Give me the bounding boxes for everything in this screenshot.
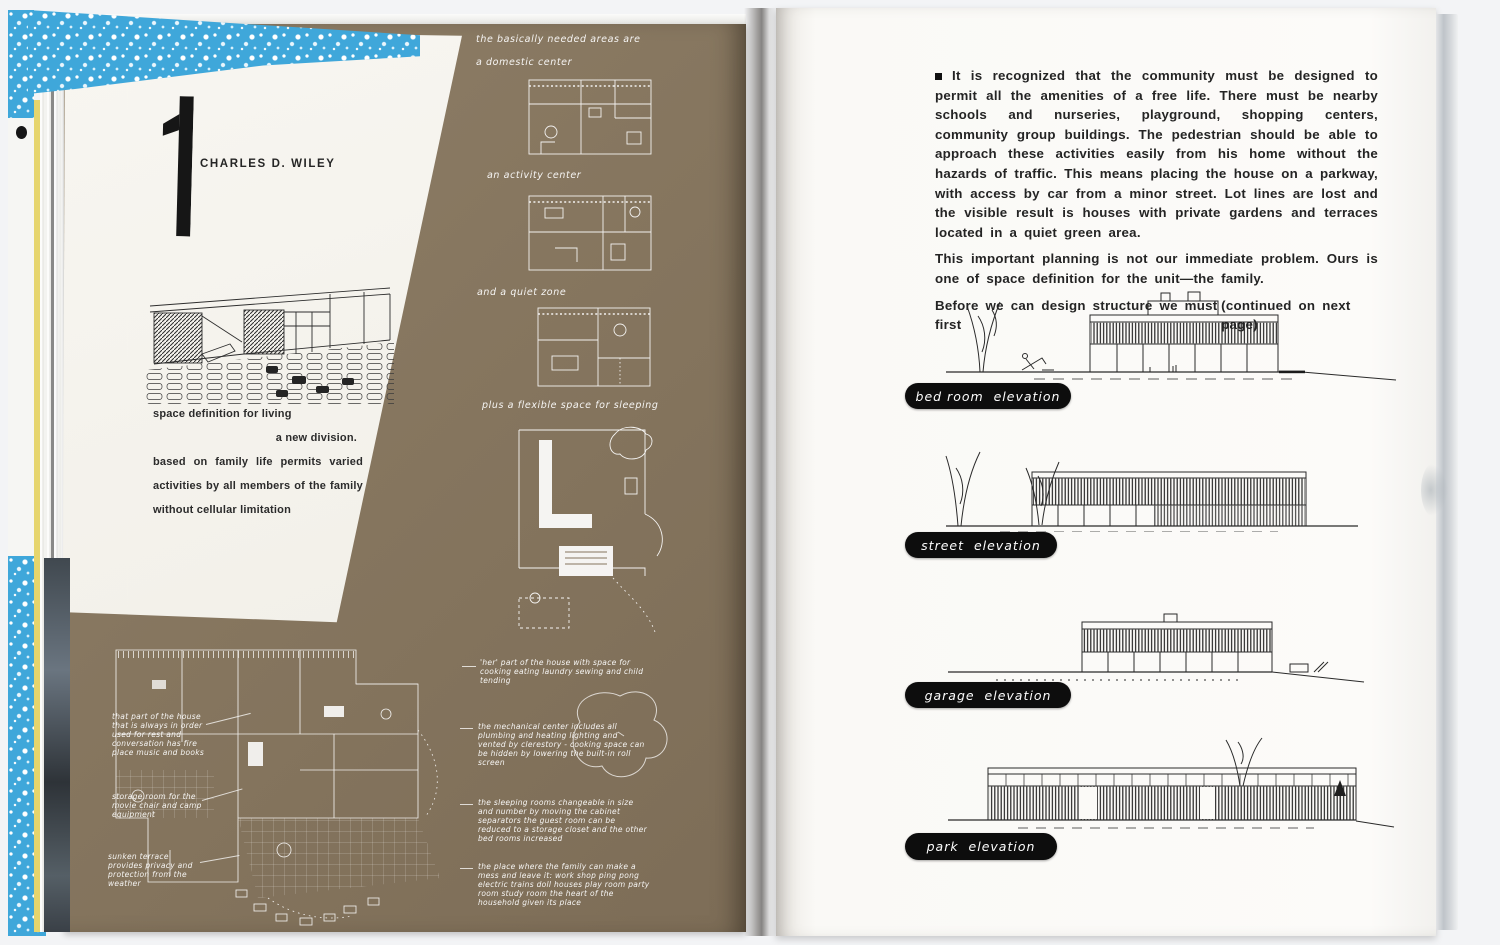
square-bullet	[935, 73, 942, 80]
elevation-badge-label: street elevation	[921, 537, 1041, 553]
elevation-badge-bedroom	[905, 383, 1071, 409]
elevation-badge-street	[905, 532, 1057, 558]
elevation-badge-park	[905, 833, 1057, 860]
leader-line	[460, 728, 473, 729]
elevation-drawing-street	[942, 432, 1362, 532]
caption-line-2: a new division.	[275, 432, 357, 444]
elevation-badge-label: park elevation	[926, 839, 1036, 854]
page-curl	[1421, 462, 1449, 518]
elevation-drawing-park	[942, 736, 1400, 838]
plan-domestic-center	[515, 70, 665, 165]
elevation-badge-garage	[905, 682, 1071, 708]
elevation-drawing-garage	[942, 592, 1367, 684]
caption-line-4: activities by all members of the family	[153, 480, 363, 492]
architect-name: CHARLES D. WILEY	[200, 158, 336, 170]
board-note-domestic: a domestic center	[476, 57, 573, 68]
photo-page-edge	[44, 558, 70, 932]
cover-white-panel	[8, 118, 34, 558]
plan-activity-center	[515, 188, 665, 278]
gutter-shadow	[744, 8, 778, 936]
annotation-sleeping-rooms: the sleeping rooms changeable in size and number by moving the cabinet separators the guest room can be reduced to a storage closet and the other bed rooms increased	[478, 798, 647, 843]
plan-quiet-zone	[528, 300, 660, 395]
leader-line	[460, 804, 473, 805]
paragraph-community: It is recognized that the community must be designed to permit all the amenities of a free life. There must be nearby schools and nurseries, playground, shopping centers, community group buildings. The pedestrian should be able to approach these activities easily from his home without the hazards of traffic. This means placing the house on a parkway, with access by car from a minor street. Lot lines are lost and the visible result is houses with private gardens and terraces located in a quiet green area.	[935, 68, 1378, 240]
paragraph-before-text: Before we can design structure we must first	[935, 297, 1218, 333]
board-note-intro: the basically needed areas are	[476, 34, 641, 45]
board-note-quiet: and a quiet zone	[477, 287, 567, 298]
elevation-badge-label: garage elevation	[924, 687, 1052, 703]
elevation-badge-label: bed room elevation	[915, 388, 1061, 404]
annotation-family-place: the place where the family can make a mess and leave it: work shop ping pong electric trains doll houses play room party room study room the heart of the household given its place	[478, 862, 650, 907]
board-note-activity: an activity center	[487, 170, 582, 181]
annotation-storage: storage room for the movie chair and camp equipment	[112, 792, 202, 819]
board-note-sleeping: plus a flexible space for sleeping	[482, 400, 659, 411]
plate-number	[154, 96, 194, 237]
annotation-house-part: that part of the house that is always in order used for rest and conversation has fire place music and books	[112, 712, 205, 757]
cover-art-dot	[16, 126, 27, 139]
plan-flexible-sleeping	[495, 418, 685, 653]
interior-perspective-sketch	[146, 282, 394, 404]
annotation-terrace: sunken terrace provides privacy and protection from the weather	[108, 852, 193, 888]
leader-line	[460, 868, 473, 869]
caption-line-1: space definition for living	[153, 408, 292, 420]
annotation-her-part: 'her' part of the house with space for cooking eating laundry sewing and child tending	[480, 658, 644, 685]
paragraph-before-design	[935, 296, 1378, 335]
leader-line	[462, 666, 476, 667]
caption-line-5: without cellular limitation	[153, 504, 292, 516]
annotation-mechanical: the mechanical center includes all plumbing and heating lighting and vented by clerestory - cooking space can be hidden by lowering the built-in roll screen	[478, 722, 645, 767]
caption-line-3: based on family life permits varied	[153, 456, 363, 468]
continued-note: (continued on next page)	[1221, 297, 1351, 333]
paragraph-planning: This important planning is not our immediate problem. Ours is one of space definition for the unit—the family.	[935, 251, 1378, 286]
text-column	[935, 66, 1378, 342]
